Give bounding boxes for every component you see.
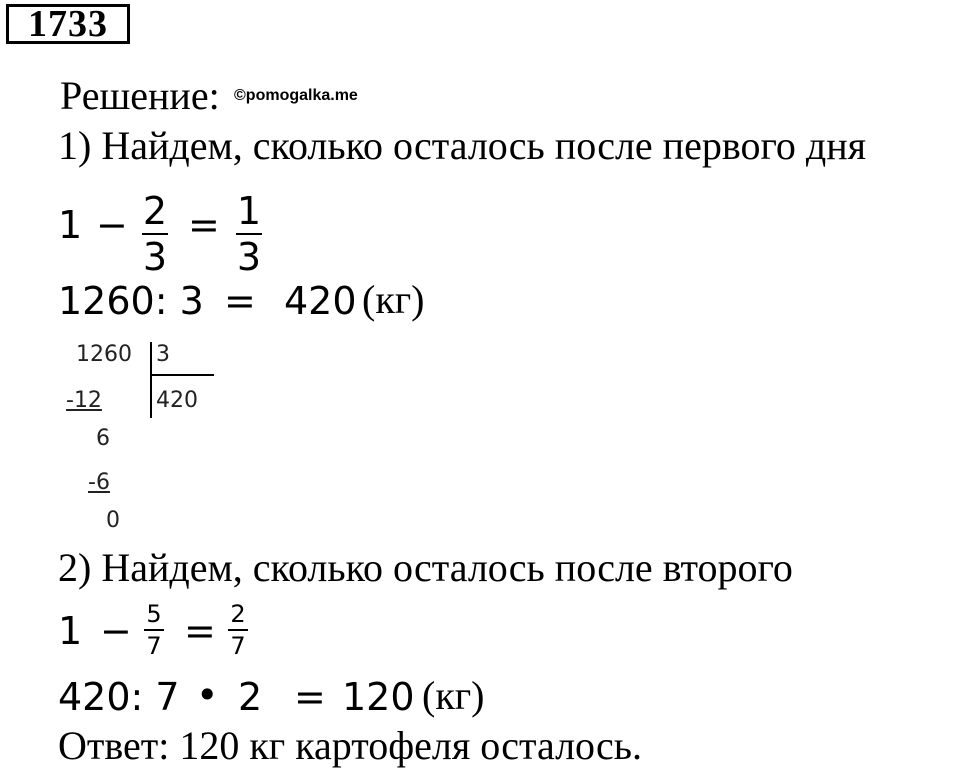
answer: Ответ: 120 кг картофеля осталось.	[58, 723, 643, 768]
step1-fraction-2	[236, 189, 262, 279]
ld-rem2: 0	[106, 508, 120, 533]
ld-divisor: 3	[156, 342, 170, 367]
watermark: ©pomogalka.me	[234, 87, 358, 104]
step1-division-expr: 1260: 3	[58, 279, 204, 323]
step1-heading: 1) Найдем, сколько осталось после первого дня	[58, 123, 867, 168]
ld-sub1: -12	[66, 388, 102, 413]
step2-calc-result: 120	[342, 675, 415, 719]
step2-minus: −	[100, 609, 132, 653]
ld-rem1: 6	[96, 426, 110, 451]
step2-den1: 7	[146, 632, 162, 660]
step2-whole: 1	[58, 609, 83, 653]
step2-den2: 7	[230, 632, 246, 660]
step1-num2: 1	[236, 189, 262, 233]
ld-vertical-line	[150, 342, 152, 418]
solution-label: Решение:	[60, 73, 220, 118]
step2-fraction-2	[228, 602, 248, 658]
step1-num1: 2	[142, 189, 168, 233]
step1-den1: 3	[142, 235, 168, 279]
fraction-bar	[144, 629, 164, 631]
step1-minus: −	[96, 203, 128, 247]
step2-heading: 2) Найдем, сколько осталось после второго	[58, 545, 793, 590]
step1-den2: 3	[236, 235, 262, 279]
step2-calc-equals: =	[294, 675, 326, 719]
step1-division-equals: =	[224, 279, 256, 323]
problem-number: 1733	[6, 4, 130, 44]
step2-fraction-1	[144, 602, 164, 658]
step2-calc-expr: 420: 7	[58, 675, 180, 719]
fraction-bar	[228, 629, 248, 631]
ld-sub2: -6	[88, 470, 110, 495]
step1-whole: 1	[58, 203, 83, 247]
step1-equals: =	[188, 203, 220, 247]
step2-num1: 5	[146, 600, 162, 628]
step1-fraction-1	[142, 189, 168, 279]
step2-num2: 2	[230, 600, 246, 628]
step2-calc-mult: 2	[238, 675, 263, 719]
ld-horizontal-line	[150, 374, 214, 376]
step1-division-unit: (кг)	[362, 277, 425, 322]
step2-calc-dot: •	[196, 673, 219, 717]
step2-equals: =	[184, 609, 216, 653]
step2-calc-unit: (кг)	[422, 673, 485, 718]
ld-quotient: 420	[156, 388, 198, 413]
step1-division-result: 420	[284, 279, 357, 323]
ld-dividend: 1260	[76, 342, 132, 367]
